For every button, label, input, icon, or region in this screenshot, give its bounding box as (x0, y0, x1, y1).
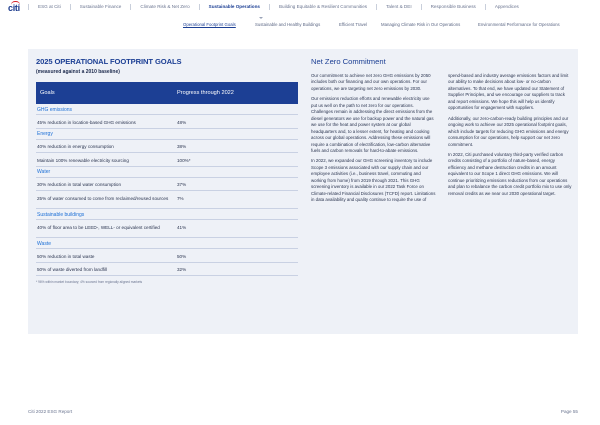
subnav-tab-2[interactable]: Efficient Travel (339, 22, 368, 27)
goal-row (36, 153, 298, 167)
nav-tab-5[interactable]: Talent & DEI (376, 4, 421, 10)
goal-progress-value: 38% (177, 144, 187, 149)
subnav-tab-0[interactable]: Operational Footprint Goals (183, 22, 236, 27)
nav-tab-6[interactable]: Responsible Business (421, 4, 485, 10)
nav-tab-2[interactable]: Climate Risk & Net Zero (130, 4, 198, 10)
goal-category-label: Water (37, 169, 51, 175)
net-zero-paragraph: Our emissions reduction efforts and renewable electricity use put us well on the path to net zero for our operations. Challenges remain in addressing the direct emissions from the diesel generators we use for backup power and the natural gas we use for the heat and power system at our global headquarters and, to a lesser extent, for heating and cooking across our global operations. Addressing these emissions will require a combination of electrification, low-carbon alternative fuels and carbon removals for hard-to-abate emissions. (311, 96, 434, 153)
goal-category-row (36, 209, 298, 220)
net-zero-paragraph: In 2022, Citi purchased voluntary third-party verified carbon credits consisting of a portfolio of nature-based, energy efficiency and methane destruction credits in an amount equivalent to our Scope 1 direct GHG emissions. We will continue prioritizing emissions reductions from our operations and plan to rebalance the carbon credit portfolio mix to use only removal credits as we near our 2030 operational target. (448, 151, 572, 196)
goals-subtitle: (measured against a 2010 baseline) (36, 69, 120, 75)
goal-category-label: GHG emissions (37, 106, 73, 113)
footer-page-number: Page 55 (560, 409, 578, 414)
net-zero-paragraph: Additionally, our zero-carbon-ready building principles and our ongoing work to achieve our 2025 operational footprint goals, which include targets for reducing GHG emissions and energy consumption for our operations, help support our net zero commitment. (448, 115, 569, 147)
goal-category-row (36, 167, 298, 178)
nav-tab-3[interactable]: Sustainable Operations (199, 4, 269, 10)
goal-row (36, 249, 298, 263)
goals-table-body (36, 104, 298, 276)
top-navigation (0, 0, 600, 16)
goal-label: 45% reduction in location-based GHG emissions (37, 119, 136, 125)
net-zero-paragraph: In 2022, we expanded our GHG screening inventory to include Scope 3 emissions associated with our supply chain and our employee activities (i.e., business travel, commuting and working from home) from 2019 through 2021. This GHG screening inventory is available in our 2022 Task Force on Climate-related Financial Disclosures (TCFD) report. Limitations in data availability and quality continue to require the use of (311, 158, 436, 203)
active-section-caret-icon (259, 17, 263, 19)
content-panel (28, 49, 578, 334)
subnav-tab-3[interactable]: Managing Climate Risk in Our Operations (381, 22, 461, 27)
subnav-tab-4[interactable]: Environmental Performance for Operations (478, 22, 560, 27)
goal-row (36, 191, 298, 209)
goal-label: 50% reduction in total waste (37, 253, 95, 259)
goal-progress-value: 41% (177, 224, 187, 230)
nav-tab-4[interactable]: Building Equitable & Resilient Communities (269, 4, 376, 10)
net-zero-paragraph: Our commitment to achieve net zero GHG emissions by 2050 includes both our financing and our own operations. For our operations, we are targeting net zero emissions by 2030. (311, 73, 431, 91)
goal-row (36, 140, 298, 154)
subsection-tabs (0, 22, 600, 30)
goal-category-row (36, 104, 298, 115)
goal-progress-value: 37% (177, 182, 187, 187)
goal-category-row (36, 129, 298, 140)
goals-footnote: * 96% within market boundary; 4% sourced from regionally aligned markets (36, 280, 143, 284)
footer-report-title: Citi 2022 ESG Report (28, 409, 73, 414)
goal-progress-value: 50% (177, 253, 187, 259)
goal-label: 40% of floor area to be LEED-, WELL- or equivalent certified (37, 224, 160, 230)
header-goals: Goals (40, 90, 55, 96)
net-zero-column-2 (448, 73, 573, 208)
goal-progress-value: 48% (177, 119, 187, 125)
nav-tab-0[interactable]: ESG at Citi (28, 4, 70, 10)
net-zero-title: Net Zero Commitment (311, 57, 386, 66)
citi-logo[interactable]: citi (8, 3, 20, 13)
goal-progress-value: 32% (177, 267, 187, 272)
logo-arc-icon (11, 1, 20, 5)
net-zero-paragraph: spend-based and industry average emissions factors and limit our ability to make decisions about low- or no-carbon alternatives. To that end, we have updated our Statement of Supplier Principles, and we encourage our suppliers to track and report emissions. We hope this will help us identify opportunities for engagement with suppliers. (448, 73, 569, 111)
goal-category-row (36, 238, 298, 249)
goal-category-label: Waste (37, 240, 51, 247)
goal-row (36, 178, 298, 192)
goal-category-label: Sustainable buildings (37, 211, 85, 218)
goal-label: 40% reduction in energy consumption (37, 144, 114, 149)
goal-row (36, 115, 298, 129)
goal-label: 50% of waste diverted from landfill (37, 267, 107, 272)
subnav-tab-1[interactable]: Sustainable and Healthy Buildings (255, 22, 321, 27)
goal-row (36, 263, 298, 277)
net-zero-column-1 (311, 73, 436, 208)
goal-label: Maintain 100% renewable electricity sourcing (37, 157, 129, 163)
nav-tab-7[interactable]: Appendices (485, 4, 528, 10)
goal-category-label: Energy (37, 131, 53, 137)
goal-row (36, 220, 298, 238)
goals-table-header (36, 82, 298, 104)
header-progress: Progress through 2022 (177, 90, 234, 96)
goal-label: 30% reduction in total water consumption (37, 182, 122, 187)
goal-progress-value: 7% (177, 195, 184, 201)
goal-progress-value: 100%* (177, 157, 191, 163)
goals-title: 2025 OPERATIONAL FOOTPRINT GOALS (36, 57, 182, 66)
net-zero-section (311, 57, 573, 203)
nav-tab-1[interactable]: Sustainable Finance (70, 4, 131, 10)
goal-label: 25% of water consumed to come from reclaimed/reused sources (37, 195, 169, 201)
goals-section (36, 57, 298, 284)
section-tabs (28, 4, 528, 10)
